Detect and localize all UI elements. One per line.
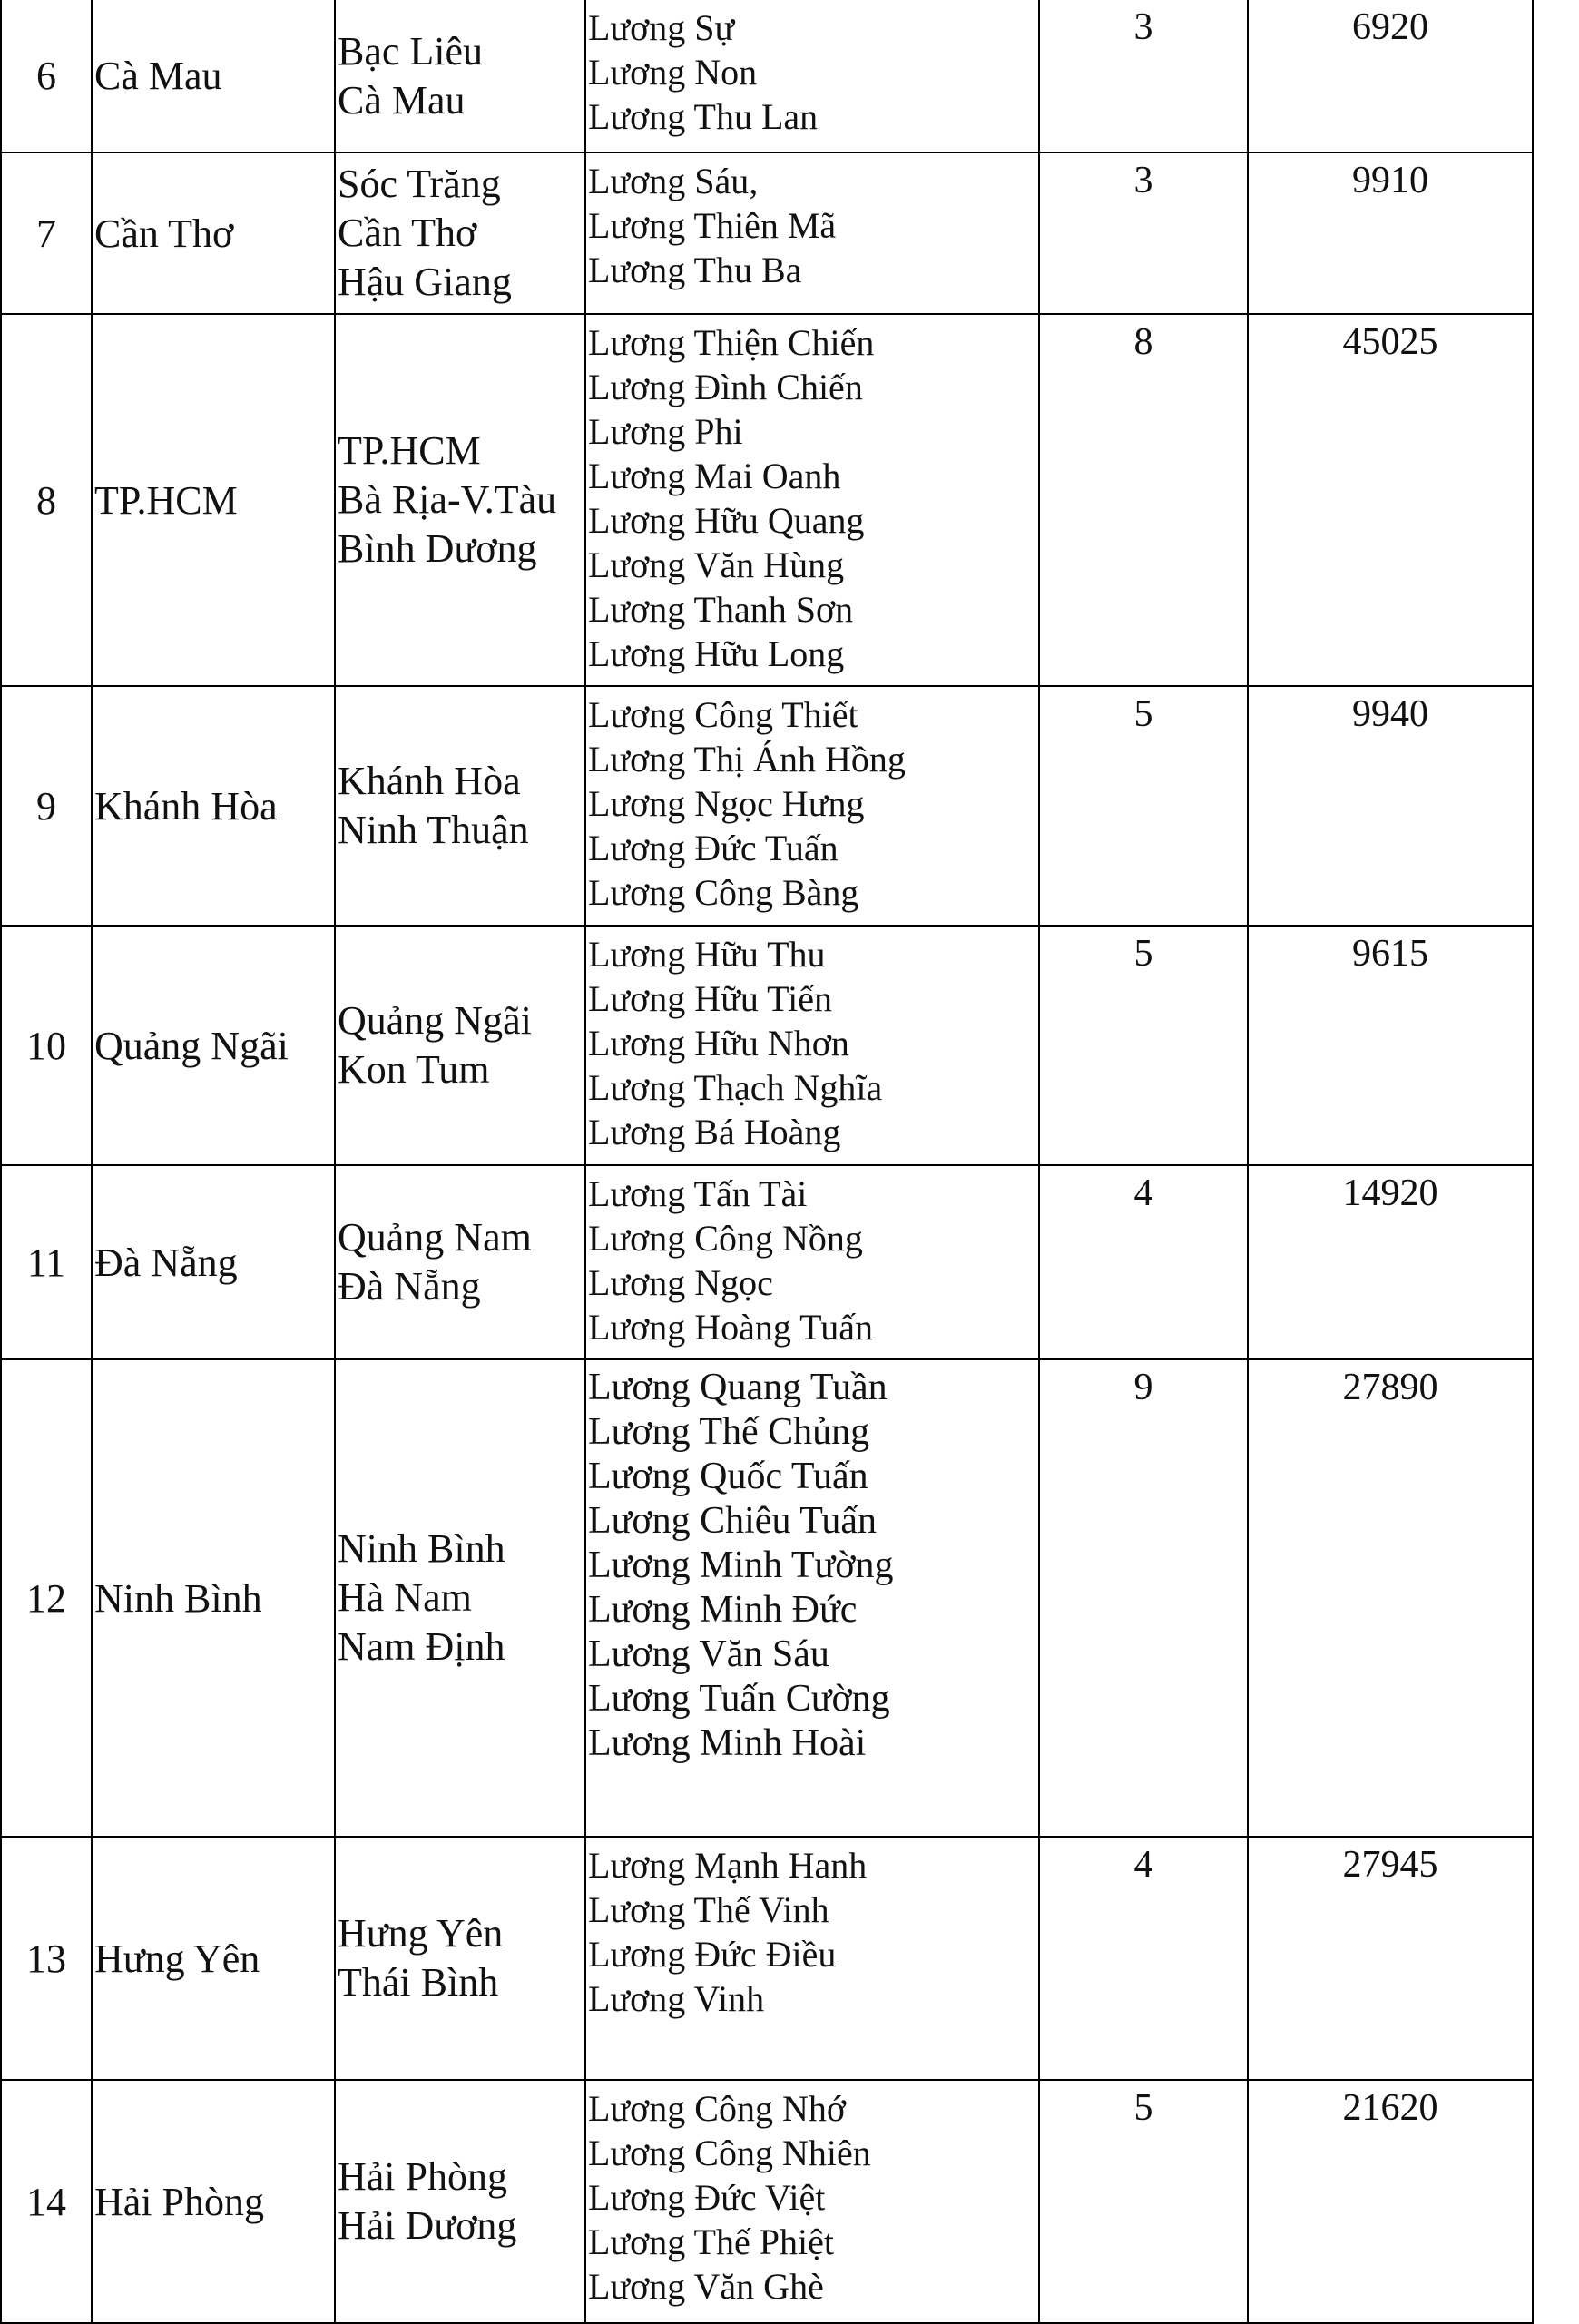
- provinces-cell: [335, 1837, 585, 2080]
- member-name: Lương Thiên Mã: [588, 205, 837, 246]
- member-name: Lương Công Bàng: [588, 872, 859, 913]
- member-name: Lương Ngọc Hưng: [588, 783, 865, 824]
- provinces-cell: [335, 152, 585, 314]
- population-cell: 45025: [1248, 314, 1533, 686]
- population-cell: 9615: [1248, 926, 1533, 1165]
- members-cell: [585, 1837, 1039, 2080]
- member-name: Lương Công Nồng: [588, 1218, 863, 1259]
- member-name: Lương Văn Hùng: [588, 544, 845, 585]
- province-line: Cần Thơ: [338, 211, 477, 255]
- province-line: Ninh Bình: [338, 1526, 505, 1571]
- member-name: Lương Thế Vinh: [588, 1889, 829, 1930]
- member-name: Lương Chiêu Tuấn: [588, 1500, 878, 1542]
- member-name: Lương Mai Oanh: [588, 456, 841, 496]
- member-name: Lương Thế Phiệt: [588, 2221, 834, 2262]
- member-count-cell: 4: [1039, 1837, 1248, 2080]
- branch-name-cell: Cần Thơ: [92, 152, 335, 314]
- members-cell: [585, 1359, 1039, 1837]
- member-name: Lương Hữu Quang: [588, 500, 865, 541]
- member-name: Lương Tuấn Cường: [588, 1678, 890, 1720]
- member-name: Lương Công Nhiên: [588, 2133, 871, 2173]
- row-number-cell: 8: [1, 314, 92, 686]
- member-count-cell: 3: [1039, 152, 1248, 314]
- branch-name-cell: Hưng Yên: [92, 1837, 335, 2080]
- branch-name-cell: Đà Nẵng: [92, 1165, 335, 1359]
- provinces-cell: [335, 1165, 585, 1359]
- member-name: Lương Phi: [588, 411, 743, 452]
- member-name: Lương Thạch Nghĩa: [588, 1067, 883, 1108]
- province-line: Đà Nẵng: [338, 1264, 481, 1309]
- province-line: Hưng Yên: [338, 1911, 504, 1956]
- member-count-cell: 3: [1039, 0, 1248, 152]
- members-cell: [585, 314, 1039, 686]
- province-line: Bà Rịa-V.Tàu: [338, 477, 557, 522]
- provinces-cell: [335, 2080, 585, 2323]
- province-line: Quảng Nam: [338, 1215, 532, 1260]
- member-name: Lương Non: [588, 52, 758, 93]
- members-cell: [585, 152, 1039, 314]
- member-name: Lương Thu Lan: [588, 96, 819, 137]
- member-name: Lương Sáu,: [588, 161, 759, 201]
- row-number-cell: 13: [1, 1837, 92, 2080]
- member-name: Lương Tấn Tài: [588, 1173, 808, 1214]
- population-cell: 6920: [1248, 0, 1533, 152]
- table-row: [1, 686, 1533, 926]
- row-number-cell: 6: [1, 0, 92, 152]
- provinces-cell: [335, 314, 585, 686]
- table-row: [1, 926, 1533, 1165]
- population-cell: 27890: [1248, 1359, 1533, 1837]
- branch-name-cell: Khánh Hòa: [92, 686, 335, 926]
- members-cell: [585, 686, 1039, 926]
- row-number-cell: 11: [1, 1165, 92, 1359]
- member-name: Lương Đức Tuấn: [588, 828, 839, 868]
- member-name: Lương Quang Tuần: [588, 1367, 888, 1408]
- table-row: [1, 2080, 1533, 2323]
- province-line: Kon Tum: [338, 1047, 490, 1092]
- member-name: Lương Đức Việt: [588, 2177, 826, 2218]
- provinces-cell: [335, 926, 585, 1165]
- table-row: [1, 314, 1533, 686]
- province-line: Hải Dương: [338, 2203, 517, 2248]
- province-line: Bình Dương: [338, 526, 537, 571]
- table-row: [1, 152, 1533, 314]
- members-cell: [585, 0, 1039, 152]
- branch-name-cell: Ninh Bình: [92, 1359, 335, 1837]
- member-name: Lương Đức Điều: [588, 1934, 837, 1975]
- member-count-cell: 9: [1039, 1359, 1248, 1837]
- member-count-cell: 8: [1039, 314, 1248, 686]
- member-count-cell: 5: [1039, 686, 1248, 926]
- branch-name-cell: Hải Phòng: [92, 2080, 335, 2323]
- members-cell: [585, 2080, 1039, 2323]
- population-cell: 9940: [1248, 686, 1533, 926]
- branch-name-cell: Cà Mau: [92, 0, 335, 152]
- members-cell: [585, 1165, 1039, 1359]
- province-line: Hậu Giang: [338, 260, 512, 304]
- provinces-cell: [335, 1359, 585, 1837]
- provinces-cell: [335, 0, 585, 152]
- member-name: Lương Hữu Long: [588, 633, 845, 674]
- member-name: Lương Ngọc: [588, 1262, 773, 1303]
- member-name: Lương Thu Ba: [588, 250, 802, 290]
- population-cell: 9910: [1248, 152, 1533, 314]
- branch-name-cell: TP.HCM: [92, 314, 335, 686]
- population-cell: 14920: [1248, 1165, 1533, 1359]
- table-row: [1, 1837, 1533, 2080]
- member-count-cell: 4: [1039, 1165, 1248, 1359]
- province-line: Hà Nam: [338, 1575, 472, 1620]
- member-count-cell: 5: [1039, 2080, 1248, 2323]
- member-name: Lương Hữu Thu: [588, 934, 826, 975]
- row-number-cell: 14: [1, 2080, 92, 2323]
- table-row: [1, 1359, 1533, 1837]
- member-name: Lương Đình Chiến: [588, 367, 863, 407]
- members-cell: [585, 926, 1039, 1165]
- table-row: [1, 1165, 1533, 1359]
- member-name: Lương Hữu Nhơn: [588, 1023, 849, 1064]
- member-name: Lương Vinh: [588, 1978, 765, 2019]
- member-name: Lương Minh Đức: [588, 1589, 858, 1631]
- member-name: Lương Minh Tường: [588, 1544, 894, 1586]
- table-row: [1, 0, 1533, 152]
- member-name: Lương Thế Chủng: [588, 1411, 870, 1453]
- province-line: Hải Phòng: [338, 2154, 507, 2199]
- member-name: Lương Công Nhớ: [588, 2088, 846, 2129]
- member-count-cell: 5: [1039, 926, 1248, 1165]
- province-line: Nam Định: [338, 1624, 505, 1669]
- population-cell: 27945: [1248, 1837, 1533, 2080]
- row-number-cell: 10: [1, 926, 92, 1165]
- provinces-cell: [335, 686, 585, 926]
- member-name: Lương Thanh Sơn: [588, 589, 854, 630]
- member-name: Lương Quốc Tuấn: [588, 1456, 868, 1497]
- member-name: Lương Công Thiết: [588, 694, 858, 735]
- province-line: Thái Bình: [338, 1960, 499, 2005]
- population-cell: 21620: [1248, 2080, 1533, 2323]
- member-name: Lương Văn Ghè: [588, 2266, 824, 2307]
- province-line: TP.HCM: [338, 428, 481, 473]
- member-name: Lương Thiện Chiến: [588, 322, 875, 363]
- province-line: Bạc Liêu: [338, 28, 484, 74]
- member-name: Lương Mạnh Hanh: [588, 1845, 868, 1886]
- row-number-cell: 12: [1, 1359, 92, 1837]
- member-name: Lương Thị Ánh Hồng: [588, 739, 906, 780]
- member-name: Lương Hoàng Tuấn: [588, 1307, 873, 1348]
- row-number-cell: 7: [1, 152, 92, 314]
- member-name: Lương Bá Hoàng: [588, 1112, 841, 1152]
- member-name: Lương Sự: [588, 7, 735, 48]
- branch-name-cell: Quảng Ngãi: [92, 926, 335, 1165]
- row-number-cell: 9: [1, 686, 92, 926]
- province-line: Ninh Thuận: [338, 808, 529, 852]
- province-line: Khánh Hòa: [338, 759, 521, 803]
- member-name: Lương Hữu Tiến: [588, 978, 833, 1019]
- province-line: Quảng Ngãi: [338, 998, 532, 1043]
- province-line: Cà Mau: [338, 77, 466, 123]
- province-line: Sóc Trăng: [338, 162, 501, 206]
- member-name: Lương Văn Sáu: [588, 1633, 829, 1675]
- member-name: Lương Minh Hoài: [588, 1722, 867, 1764]
